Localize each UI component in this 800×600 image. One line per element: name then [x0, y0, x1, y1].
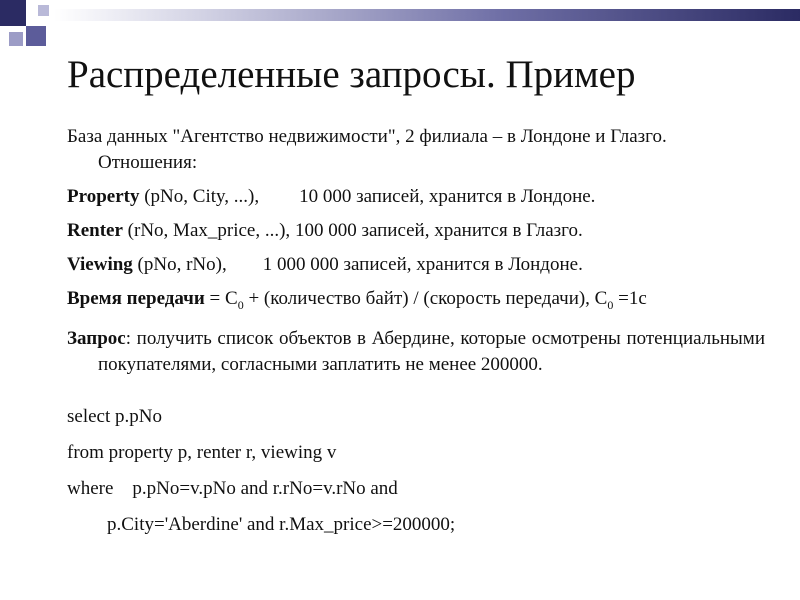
relation-desc: 100 000 записей, хранится в Глазго. [290, 220, 583, 241]
slide-title: Распределенные запросы. Пример [67, 53, 636, 96]
relation-desc: 1 000 000 записей, хранится в Лондоне. [262, 254, 583, 275]
transfer-label: Время передачи [67, 288, 205, 309]
sql-line: select p.pNo [67, 406, 162, 427]
transfer-time [67, 286, 767, 318]
relation-attrs: (rNo, Max_price, ...), [122, 220, 291, 241]
transfer-sub: 0 [237, 297, 244, 312]
relation-name: Renter [67, 220, 123, 241]
relation-name: Viewing [67, 254, 133, 275]
slide-body [67, 124, 767, 386]
transfer-formula: = C [204, 288, 238, 309]
query-label: Запрос [67, 327, 126, 349]
sql-line: p.City='Aberdine' and r.Max_price>=200000; [107, 514, 456, 535]
transfer-end: =1c [613, 288, 647, 309]
relation-name: Property [67, 186, 140, 207]
decor-square [26, 26, 46, 46]
sql-line: from property p, renter r, viewing v [67, 442, 337, 463]
query-paragraph [67, 326, 767, 378]
relation-property [67, 184, 767, 210]
intro-paragraph: База данных "Агентство недвижимости", 2 филиала – в Лондоне и Глазго. Отношения: [67, 126, 667, 173]
decor-square [38, 5, 49, 16]
relation-attrs: (pNo, City, ...), [139, 186, 260, 207]
decor-square [9, 32, 23, 46]
query-text: : получить список объектов в Абердине, которые осмотрены потенциальными покупателями, согласными заплатить не менее 200000. [98, 327, 765, 375]
relation-attrs: (pNo, rNo), [132, 254, 227, 275]
relation-viewing [67, 252, 767, 278]
header-gradient-bar [54, 9, 800, 21]
transfer-rest: + (количество байт) / (скорость передачи), C [243, 288, 608, 309]
transfer-sub: 0 [607, 297, 614, 312]
sql-line: where p.pNo=v.pNo and r.rNo=v.rNo and [67, 478, 398, 499]
decor-square [0, 0, 26, 26]
sql-code [67, 404, 455, 548]
relation-desc: 10 000 записей, хранится в Лондоне. [299, 186, 596, 207]
relation-renter [67, 218, 767, 244]
